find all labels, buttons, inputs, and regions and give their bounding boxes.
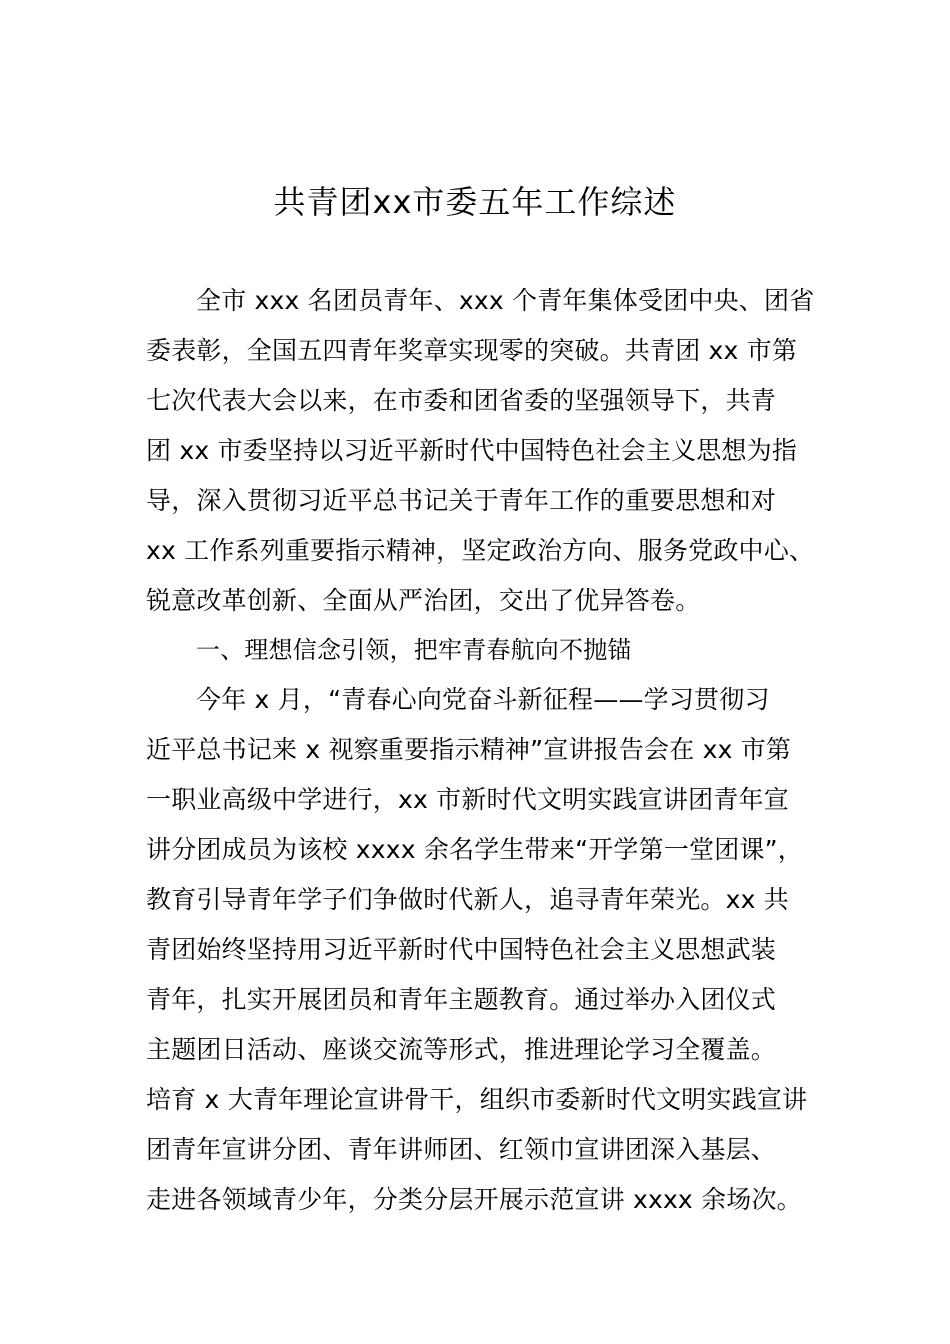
paragraph-line: 教育引导青年学子们争做时代新人，追寻青年荣光。xx 共 (146, 885, 789, 914)
document-title: 共青团xx市委五年工作综述 (273, 183, 677, 221)
paragraph-line: 委表彰，全国五四青年奖章实现零的突破。共青团 xx 市第 (146, 336, 798, 365)
paragraph-line: 今年 x 月，“青春心向党奋斗新征程——学习贯彻习 (196, 685, 770, 714)
paragraph-line: 讲分团成员为该校 xxxx 余名学生带来“开学第一堂团课”， (146, 835, 803, 864)
paragraph-line: 团 xx 市委坚持以习近平新时代中国特色社会主义思想为指 (146, 436, 798, 465)
section-heading: 一、理想信念引领，把牢青春航向不抛锚 (196, 636, 632, 664)
paragraph-line: 七次代表大会以来，在市委和团省委的坚强领导下，共青 (146, 386, 777, 415)
paragraph-line: 团青年宣讲分团、青年讲师团、红领巾宣讲团深入基层、 (146, 1135, 777, 1164)
paragraph-line: 锐意改革创新、全面从严治团，交出了优异答卷。 (146, 586, 701, 615)
paragraph-line: 近平总书记来 x 视察重要指示精神”宣讲报告会在 xx 市第 (146, 735, 792, 764)
paragraph-line: 青团始终坚持用习近平新时代中国特色社会主义思想武装 (146, 935, 777, 964)
paragraph-line: 全市 xxx 名团员青年、xxx 个青年集体受团中央、团省 (196, 286, 815, 315)
paragraph-line: 青年，扎实开展团员和青年主题教育。通过举办入团仪式 (146, 985, 777, 1014)
paragraph-line: 导，深入贯彻习近平总书记关于青年工作的重要思想和对 (146, 486, 777, 515)
paragraph-line: 主题团日活动、座谈交流等形式，推进理论学习全覆盖。 (146, 1035, 777, 1064)
paragraph-line: 一职业高级中学进行，xx 市新时代文明实践宣讲团青年宣 (146, 785, 789, 814)
paragraph-line: 培育 x 大青年理论宣讲骨干，组织市委新时代文明实践宣讲 (146, 1085, 808, 1114)
paragraph-line: xx 工作系列重要指示精神，坚定政治方向、服务党政中心、 (146, 536, 815, 565)
paragraph-line: 走进各领域青少年，分类分层开展示范宣讲 xxxx 余场次。 (146, 1185, 802, 1214)
